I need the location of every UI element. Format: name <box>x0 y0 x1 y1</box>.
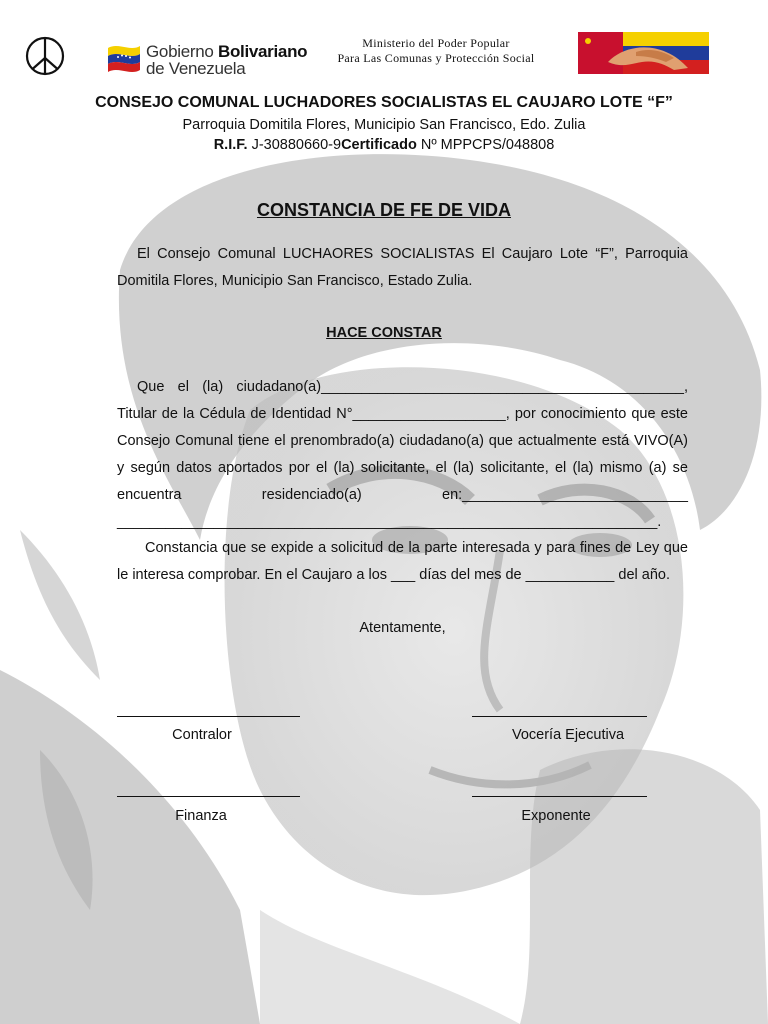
signature-line-voceria <box>472 716 647 717</box>
peace-symbol-icon <box>24 35 66 77</box>
rif-certificate-line <box>0 137 768 153</box>
gobierno-bolivariano-logo <box>106 40 306 80</box>
closing-paragraph: Constancia que se expide a solicitud de la parte interesada y para fines de Ley que le interesa comprobar. En el Caujaro a los ___ días del mes de ___________ del año. <box>117 540 688 583</box>
signature-line-finanza <box>117 796 300 797</box>
venezuela-flag-icon <box>106 42 142 74</box>
atentamente-text: Atentamente, <box>359 620 446 636</box>
signature-line-contralor <box>117 716 300 717</box>
gobierno-text: Gobierno Bolivariano <box>146 42 308 61</box>
document-title: CONSTANCIA DE FE DE VIDA <box>256 200 511 220</box>
rif-label: R.I.F. <box>213 137 248 153</box>
ministerio-line-2: Para Las Comunas y Protección Social <box>337 51 535 65</box>
handshake-flags-image <box>578 32 709 74</box>
signature-label-exponente: Exponente <box>521 808 591 824</box>
body-paragraph: Que el (la) ciudadano(a)_____________________________________________, Titular de la Cédula de Identidad N°___________________, por conocimiento que este Consejo Comunal tiene el prenombrado(a) ciudadano(a) que actualmente está VIVO(A) y según datos aportados por el (la) solicitante, el (la) solicitante, el (la) mismo (a) se encuentra residenciado(a) en:____________________________ ___________________________________________________________________. <box>117 379 688 530</box>
council-name: CONSEJO COMUNAL LUCHADORES SOCIALISTAS EL CAUJARO LOTE “F” <box>95 94 673 111</box>
venezuela-text: de Venezuela <box>146 59 246 78</box>
signature-label-finanza: Finanza <box>175 808 227 824</box>
signature-label-contralor: Contralor <box>172 727 232 743</box>
intro-paragraph: El Consejo Comunal LUCHAORES SOCIALISTAS El Caujaro Lote “F”, Parroquia Domitila Flores, Municipio San Francisco, Estado Zulia. <box>117 246 688 289</box>
rif-value: J-30880660-9 <box>247 137 342 153</box>
certificate-value: Nº MPPCPS/048808 <box>416 137 555 153</box>
hace-constar-heading: HACE CONSTAR <box>326 325 442 341</box>
ministerio-logo-text <box>316 36 556 66</box>
signature-line-exponente <box>472 796 647 797</box>
signature-label-voceria: Vocería Ejecutiva <box>511 727 625 743</box>
certificate-label: Certificado <box>341 137 417 153</box>
ministerio-line-1: Ministerio del Poder Popular <box>362 36 510 50</box>
header-logos <box>0 30 768 80</box>
parish-address: Parroquia Domitila Flores, Municipio San Francisco, Edo. Zulia <box>182 117 586 133</box>
